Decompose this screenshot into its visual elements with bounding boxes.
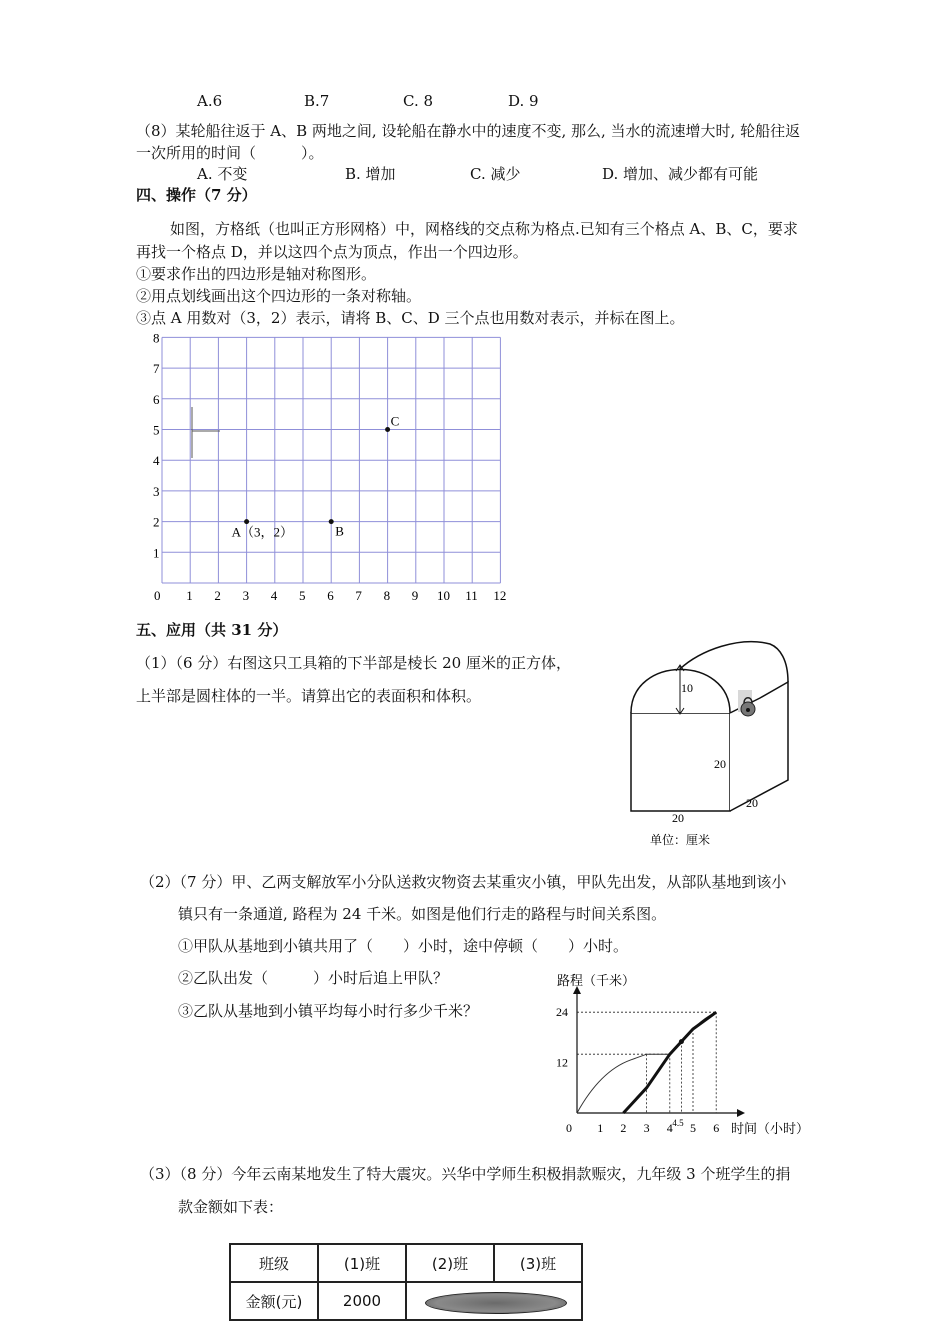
grid-point [244, 519, 249, 524]
toolbox-figure [620, 640, 790, 850]
toolbox-label-side-height: 20 [714, 757, 726, 771]
x-tick-label: 12 [493, 588, 507, 603]
x-tick-label: 0 [566, 1121, 572, 1135]
section5-heading: 五、应用（共 31 分） [136, 621, 288, 639]
table-header-cell: 班级 [230, 1244, 318, 1282]
x-tick-label: 10 [437, 588, 450, 603]
table-row-label: 金额(元) [230, 1282, 318, 1320]
table-header-cell: (1)班 [318, 1244, 406, 1282]
toolbox-unit: 单位：厘米 [650, 833, 711, 847]
section4-p1: 如图，方格纸（也叫正方形网格）中，网格线的交点称为格点.已知有三个格点 A、B、C，要求 [170, 220, 798, 238]
table-header-cell: (2)班 [406, 1244, 494, 1282]
toolbox-label-10: 10 [681, 681, 693, 695]
distance-time-chart [545, 970, 815, 1145]
grid-point [329, 519, 334, 524]
q8-line1: （8）某轮船往返于 A、B 两地之间, 设轮船在静水中的速度不变, 那么, 当水的流速增大时, 轮船往返 [136, 122, 801, 140]
x-tick-label: 2 [214, 588, 221, 603]
y-tick-label: 24 [556, 1005, 568, 1020]
q7-option-b: B.7 [304, 92, 330, 110]
q5-1-line1: （1）（6 分）右图这只工具箱的下半部是棱长 20 厘米的正方体， [136, 654, 571, 672]
section4-heading: 四、操作（7 分） [136, 186, 257, 204]
q5-3-line1: （3）（8 分）今年云南某地发生了特大震灾。兴华中学师生积极捐款赈灾，九年级 3 个班学生的捐 [140, 1165, 791, 1183]
chart-ylabel: 路程（千米） [557, 973, 636, 988]
q5-2-item2: ②乙队出发（ ）小时后追上甲队？ [178, 969, 449, 987]
q5-2-item1: ①甲队从基地到小镇共用了（ ）小时，途中停顿（ ）小时。 [178, 937, 629, 955]
y-tick-label: 1 [153, 545, 160, 561]
grid-point [385, 427, 390, 432]
table-row [230, 1282, 582, 1320]
q7-option-a: A.6 [197, 92, 223, 110]
q8-option-c: C. 减少 [470, 165, 521, 183]
y-tick-label: 2 [153, 514, 160, 530]
chart-xlabel: 时间（小时） [731, 1121, 810, 1136]
x-tick-label: 7 [355, 588, 362, 603]
x-tick-label: 1 [597, 1121, 604, 1135]
q5-2-line2: 镇只有一条通道, 路程为 24 千米。如图是他们行走的路程与时间关系图。 [178, 905, 667, 923]
x-tick-label: 3 [242, 588, 250, 603]
q7-option-d: D. 9 [508, 92, 539, 110]
grid-point-label: C [390, 413, 400, 429]
x-tick-label: 4.5 [672, 1118, 684, 1128]
q8-option-d: D. 增加、减少都有可能 [602, 165, 759, 183]
section4-item3: ③点 A 用数对（3，2）表示，请将 B、C、D 三个点也用数对表示，并标在图上。 [136, 309, 685, 327]
section4-item2: ②用点划线画出这个四边形的一条对称轴。 [136, 287, 422, 305]
x-tick-label: 0 [154, 588, 161, 603]
smudged-cell [406, 1282, 582, 1320]
q5-1-line2: 上半部是圆柱体的一半。请算出它的表面积和体积。 [136, 687, 482, 705]
x-tick-label: 2 [620, 1121, 627, 1135]
y-tick-label: 4 [153, 453, 160, 469]
table-cell: 2000 [318, 1282, 406, 1320]
x-tick-label: 1 [186, 588, 193, 603]
x-tick-label: 6 [713, 1121, 720, 1135]
x-tick-label: 4 [666, 1121, 673, 1135]
grid-point-label: A（3，2） [231, 524, 293, 540]
q8-line2: 一次所用的时间（ ）。 [136, 144, 324, 162]
section4-p2: 再找一个格点 D，并以这四个点为顶点，作出一个四边形。 [136, 243, 528, 261]
q8-option-b: B. 增加 [345, 165, 396, 183]
y-tick-label: 6 [153, 391, 160, 407]
x-tick-label: 5 [299, 588, 306, 603]
grid-point-label: B [335, 523, 344, 539]
table-header-cell: (3)班 [494, 1244, 582, 1282]
section4-item1: ①要求作出的四边形是轴对称图形。 [136, 265, 377, 283]
q5-3-line2: 款金额如下表： [178, 1198, 284, 1216]
y-tick-label: 5 [153, 422, 160, 438]
table-header-row [230, 1244, 582, 1282]
x-tick-label: 5 [690, 1121, 696, 1135]
stray-mark [192, 407, 220, 458]
x-tick-label: 3 [643, 1121, 650, 1135]
intersection-point [679, 1039, 684, 1044]
q5-2-line1: （2）（7 分）甲、乙两支解放军小分队送救灾物资去某重灾小镇，甲队先出发，从部队基地到该小 [140, 873, 787, 891]
x-tick-label: 4 [270, 588, 278, 603]
x-tick-label: 11 [465, 588, 478, 603]
x-tick-label: 8 [383, 588, 391, 603]
toolbox-label-width: 20 [672, 811, 684, 825]
y-tick-label: 12 [556, 1055, 568, 1070]
x-tick-label: 6 [327, 588, 334, 603]
ink-smudge [425, 1292, 567, 1314]
x-tick-label: 9 [411, 588, 419, 603]
x-axis-arrow [737, 1109, 745, 1117]
q8-option-a: A. 不变 [197, 165, 248, 183]
toolbox-label-depth: 20 [746, 796, 758, 810]
donation-table [229, 1243, 583, 1321]
q5-2-item3: ③乙队从基地到小镇平均每小时行多少千米？ [178, 1002, 479, 1020]
y-tick-label: 3 [153, 483, 160, 499]
y-tick-label: 7 [153, 361, 160, 377]
q7-option-c: C. 8 [403, 92, 434, 110]
coordinate-grid [140, 330, 520, 605]
y-tick-label: 8 [153, 330, 160, 346]
